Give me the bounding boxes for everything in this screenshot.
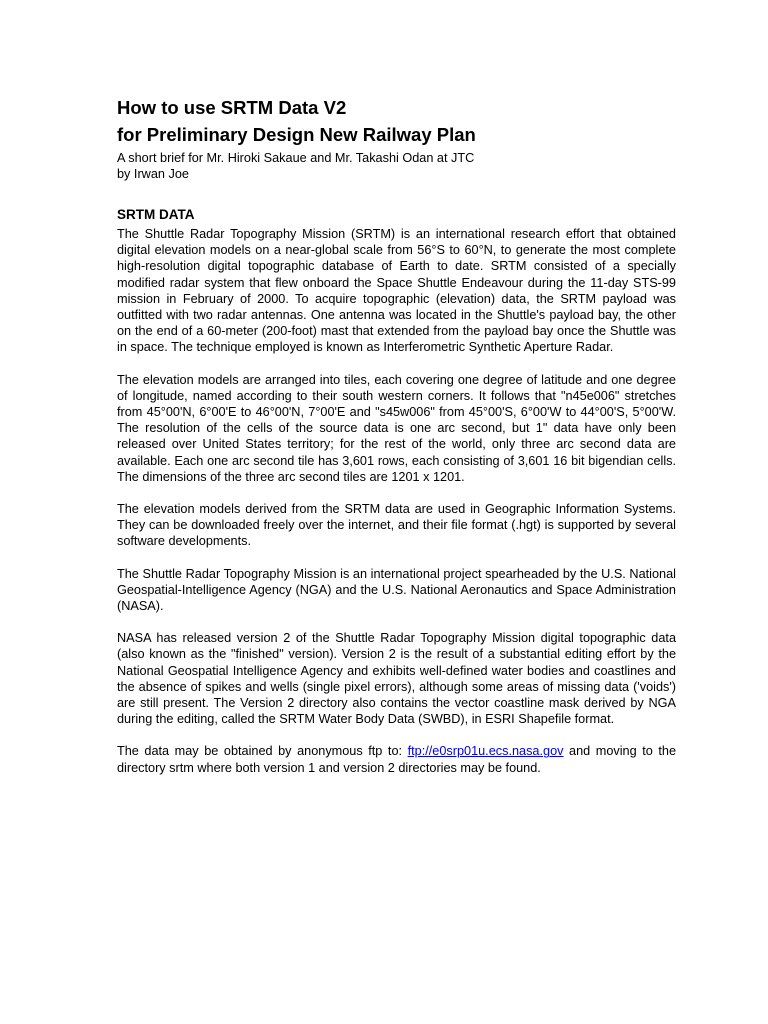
- document-body: [117, 94, 676, 792]
- paragraph-mission-partners: The Shuttle Radar Topography Mission is an international project spearheaded by the U.S. National Geospatial-Intelligence Agency (NGA) and the U.S. National Aeronautics and Space Administration (NASA).: [117, 566, 676, 614]
- paragraph-srtm-overview: The Shuttle Radar Topography Mission (SRTM) is an international research effort that obtained digital elevation models on a near-global scale from 56°S to 60°N, to generate the most complete high-resolution digital topographic database of Earth to date. SRTM consisted of a specially modified radar system that flew onboard the Space Shuttle Endeavour during the 11-day STS-99 mission in February of 2000. To acquire topographic (elevation) data, the SRTM payload was outfitted with two radar antennas. One antenna was located in the Shuttle's payload bay, the other on the end of a 60-meter (200-foot) mast that extended from the payload bay once the Shuttle was in space. The technique employed is known as Interferometric Synthetic Aperture Radar.: [117, 227, 676, 355]
- document-title: [117, 94, 676, 148]
- title-line-2: for Preliminary Design New Railway Plan: [117, 124, 476, 145]
- title-line-1: How to use SRTM Data V2: [117, 97, 347, 118]
- paragraph-version-2: NASA has released version 2 of the Shuttle Radar Topography Mission digital topographic data (also known as the "finished" version). Version 2 is the result of a substantial editing effort by the National Geospatial Intelligence Agency and exhibits well-defined water bodies and coastlines and the absence of spikes and wells (single pixel errors), although some areas of missing data ('voids') are still present. The Version 2 directory also contains the vector coastline mask derived by NGA during the editing, called the SRTM Water Body Data (SWBD), in ESRI Shapefile format.: [117, 631, 676, 727]
- subtitle-recipients: A short brief for Mr. Hiroki Sakaue and Mr. Takashi Odan at JTC: [117, 151, 475, 165]
- section-heading-srtm-data: SRTM DATA: [117, 207, 195, 222]
- ftp-text-before: The data may be obtained by anonymous ftp to:: [117, 744, 408, 759]
- document-subtitle: [117, 150, 676, 182]
- paragraph-gis-usage: The elevation models derived from the SRTM data are used in Geographic Information Systems. They can be downloaded freely over the internet, and their file format (.hgt) is supported by several software developments.: [117, 502, 676, 549]
- paragraph-ftp-access: [117, 743, 676, 775]
- paragraph-elevation-tiles: The elevation models are arranged into tiles, each covering one degree of latitude and one degree of longitude, named according to their south western corners. It follows that "n45e006" stretches from 45°00'N, 6°00'E to 46°00'N, 7°00'E and "s45w006" from 45°00'S, 6°00'W to 44°00'S, 5°00'W. The resolution of the cells of the source data is one arc second, but 1" data have only been released over United States territory; for the rest of the world, only three arc second data are available. Each one arc second tile has 3,601 rows, each consisting of 3,601 16 bit bigendian cells. The dimensions of the three arc second tiles are 1201 x 1201.: [117, 372, 676, 484]
- ftp-text-after: and moving to the directory srtm where both version 1 and version 2 directories may be found.: [117, 744, 677, 775]
- subtitle-author: by Irwan Joe: [117, 167, 189, 181]
- ftp-link[interactable]: ftp://e0srp01u.ecs.nasa.gov: [407, 744, 564, 759]
